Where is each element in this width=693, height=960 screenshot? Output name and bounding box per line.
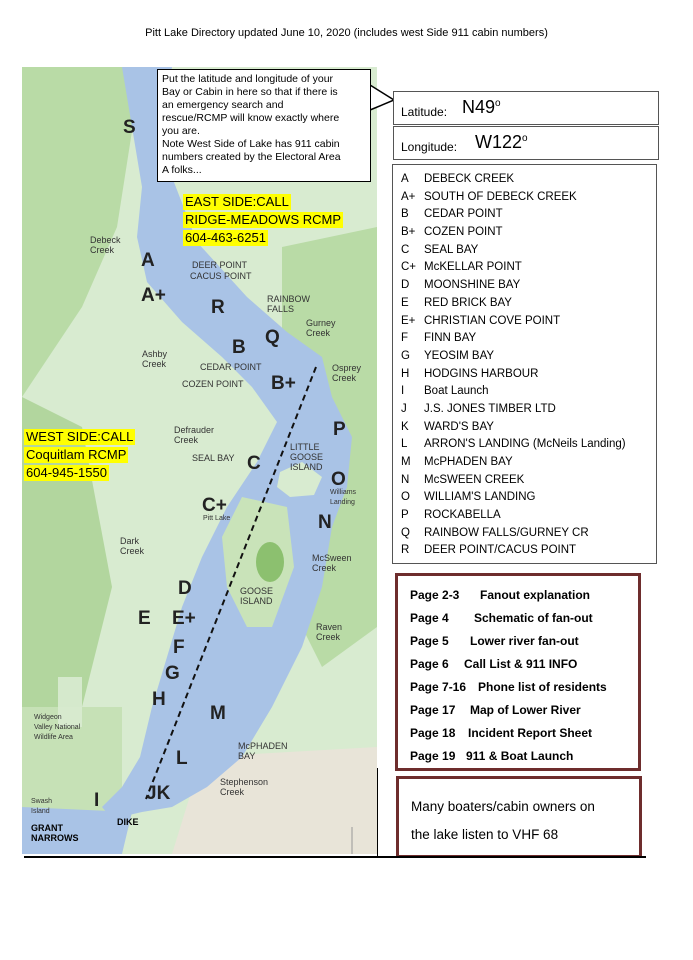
map-letter-b-plus: B+	[271, 373, 296, 394]
widgeon-valley-label: Widgeon Valley National Wildlife Area	[34, 714, 81, 741]
vhf-line: the lake listen to VHF 68	[411, 827, 559, 842]
callout-line: rescue/RCMP will know exactly where	[162, 112, 340, 124]
cacus-point-label: CACUS POINT	[190, 271, 252, 281]
west-side-phone: 604-945-1550	[26, 465, 107, 480]
callout-line: A folks...	[162, 164, 202, 176]
legend-row: B CEDAR POINT	[401, 208, 503, 221]
mcphaden-bay-label: McPHADEN BAY	[238, 741, 288, 761]
seal-bay-label: SEAL BAY	[192, 453, 235, 463]
east-side-phone: 604-463-6251	[185, 230, 266, 245]
page-index-row: Page 7-16 Phone list of residents	[410, 680, 607, 694]
williams-landing-label: Williams Landing	[330, 489, 357, 506]
longitude-box[interactable]	[393, 126, 659, 160]
legend-row: O WILLIAM'S LANDING	[401, 491, 536, 504]
legend-row: A+ SOUTH OF DEBECK CREEK	[401, 190, 577, 203]
legend-row: C+ McKELLAR POINT	[401, 261, 522, 274]
map-letter-a-plus: A+	[141, 285, 166, 306]
longitude-label: Longitude:	[401, 140, 458, 154]
map-letter-n: N	[318, 512, 332, 533]
legend-row: I Boat Launch	[401, 385, 489, 398]
legend-row: M McPHADEN BAY	[401, 456, 513, 468]
east-side-call-line: EAST SIDE:CALL	[185, 194, 289, 209]
defrauder-creek-label: Defrauder Creek	[174, 425, 215, 445]
map-letter-q: Q	[265, 327, 280, 348]
west-side-call-line: WEST SIDE:CALL	[26, 429, 134, 444]
latitude-box[interactable]	[393, 91, 659, 125]
west-side-rcmp-line: Coquitlam RCMP	[26, 447, 127, 462]
legend-row: G YEOSIM BAY	[401, 349, 495, 362]
latitude-value: N49$^o$	[462, 97, 501, 117]
map-letter-d: D	[178, 578, 192, 599]
swash-island-label: Swash Island	[31, 798, 53, 815]
page-index	[395, 573, 641, 771]
legend-row: C SEAL BAY	[401, 243, 479, 256]
legend-row: Q RAINBOW FALLS/GURNEY CR	[401, 526, 589, 539]
map-letter-p: P	[333, 419, 346, 440]
page-index-row: Page 5 Lower river fan-out	[410, 634, 579, 648]
map-letter-e: E	[138, 608, 151, 629]
deer-point-label: DEER POINT	[192, 260, 248, 270]
gurney-creek-label: Gurney Creek	[306, 318, 336, 338]
bay-legend	[392, 164, 657, 564]
callout-line: Note West Side of Lake has 911 cabin	[162, 138, 340, 150]
legend-row: B+ COZEN POINT	[401, 226, 503, 239]
cedar-point-label: CEDAR POINT	[200, 362, 262, 372]
page-index-row: Page 18 Incident Report Sheet	[410, 726, 593, 740]
map-letter-c: C	[247, 453, 261, 474]
ashby-creek-label: Ashby Creek	[142, 349, 168, 369]
map-letter-s: S	[123, 117, 136, 138]
divider-bottom	[24, 856, 646, 858]
map-letter-i: I	[94, 790, 100, 811]
raven-creek-label: Raven Creek	[316, 622, 343, 642]
latitude-label: Latitude:	[401, 105, 448, 119]
callout-line: numbers created by the Electoral Area	[162, 151, 341, 163]
legend-row: E RED BRICK BAY	[401, 296, 512, 309]
map-letter-c-plus: C+	[202, 495, 227, 516]
map-letter-g: G	[165, 663, 180, 684]
map-letter-m: M	[210, 703, 226, 724]
legend-row: L ARRON'S LANDING (McNeils Landing)	[401, 438, 626, 451]
map-letter-b: B	[232, 337, 246, 358]
mcsween-creek-label: McSween Creek	[312, 553, 352, 573]
callout-note	[157, 69, 371, 182]
goose-island-label: GOOSE ISLAND	[240, 586, 274, 606]
cozen-point-label: COZEN POINT	[182, 379, 244, 389]
pitt-lake-label: Pitt Lake	[203, 515, 231, 522]
map-letter-e-plus: E+	[172, 608, 196, 629]
callout-line: Bay or Cabin in here so that if there is	[162, 86, 338, 98]
map-letter-f: F	[173, 637, 185, 658]
dike-label: DIKE	[117, 817, 139, 827]
callout-line: an emergency search and	[162, 99, 284, 111]
legend-row: N McSWEEN CREEK	[401, 473, 525, 486]
osprey-creek-label: Osprey Creek	[332, 363, 362, 383]
vhf-line: Many boaters/cabin owners on	[411, 799, 595, 814]
callout-line: Put the latitude and longitude of your	[162, 73, 334, 85]
page-index-row: Page 17 Map of Lower River	[410, 703, 581, 717]
page-title: Pitt Lake Directory updated June 10, 2020 (includes west Side 911 cabin numbers)	[145, 27, 548, 39]
longitude-value: W122$^o$	[475, 132, 528, 152]
legend-row: A DEBECK CREEK	[401, 173, 515, 185]
legend-row: P ROCKABELLA	[401, 509, 501, 522]
map-letter-l: L	[176, 748, 188, 769]
little-goose-island-label: LITTLE GOOSE ISLAND	[290, 442, 324, 472]
goose-island-forest	[256, 542, 284, 582]
dark-creek-label: Dark Creek	[120, 536, 145, 556]
page-index-row: Page 6 Call List & 911 INFO	[410, 657, 578, 671]
legend-row: D MOONSHINE BAY	[401, 279, 521, 292]
map-letter-a: A	[141, 250, 155, 271]
legend-row: K WARD'S BAY	[401, 420, 494, 433]
map-letter-jk: JK	[146, 783, 171, 804]
page-index-row: Page 2-3 Fanout explanation	[410, 588, 591, 602]
legend-row: F FINN BAY	[401, 332, 477, 345]
rainbow-falls-label: RAINBOW FALLS	[267, 294, 311, 314]
east-side-rcmp-line: RIDGE-MEADOWS RCMP	[185, 212, 341, 227]
legend-row: R DEER POINT/CACUS POINT	[401, 544, 577, 557]
divider-vertical	[377, 768, 378, 856]
grant-narrows-label: GRANT NARROWS	[31, 823, 79, 843]
map-letter-h: H	[152, 689, 166, 710]
callout-line: you are.	[162, 125, 200, 137]
page-index-row: Page 19 911 & Boat Launch	[410, 749, 574, 763]
legend-row: E+ CHRISTIAN COVE POINT	[401, 314, 561, 327]
stephenson-creek-label: Stephenson Creek	[220, 777, 269, 797]
map-letter-o: O	[331, 469, 346, 490]
debeck-creek-label: Debeck Creek	[90, 235, 121, 255]
legend-row: H HODGINS HARBOUR	[401, 367, 539, 380]
page-index-row: Page 4 Schematic of fan-out	[410, 611, 593, 625]
map-letter-r: R	[211, 297, 225, 318]
legend-row: J J.S. JONES TIMBER LTD	[401, 402, 556, 415]
vhf-note	[396, 776, 642, 858]
